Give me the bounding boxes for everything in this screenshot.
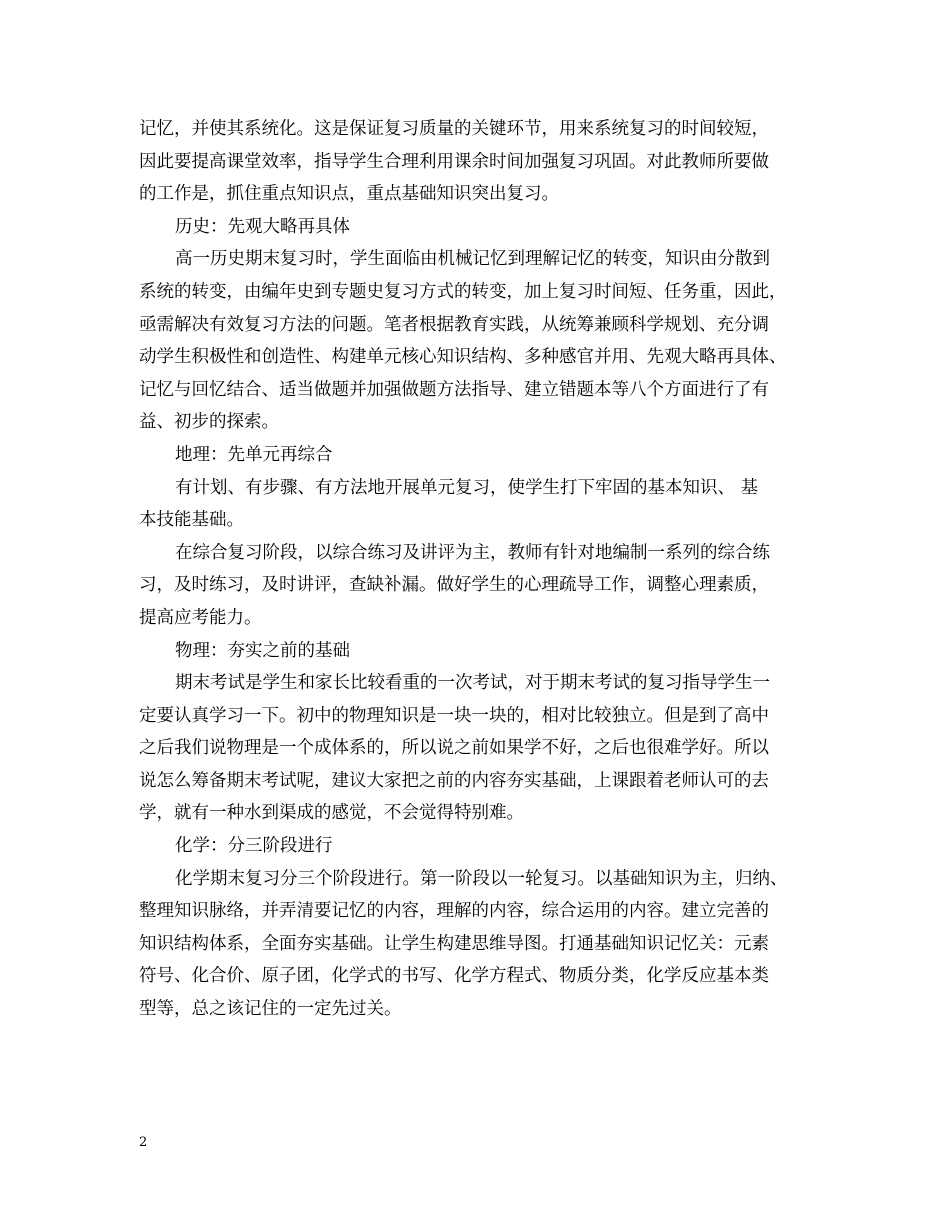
- text-line: 学，就有一种水到渠成的感觉，不会觉得特别难。: [139, 803, 524, 824]
- text-line: 化学：分三阶段进行: [175, 836, 333, 857]
- text-line: 符号、化合价、原子团，化学式的书写、化学方程式、物质分类，化学反应基本类: [139, 966, 769, 987]
- text-line: 益、初步的探索。: [139, 412, 279, 433]
- text-line: 说怎么筹备期末考试呢，建议大家把之前的内容夯实基础，上课跟着老师认可的去: [139, 770, 769, 791]
- text-line: 的工作是，抓住重点知识点，重点基础知识突出复习。: [139, 184, 559, 205]
- text-line: 高一历史期末复习时，学生面临由机械记忆到理解记忆的转变，知识由分散到: [175, 249, 770, 270]
- text-line: 记忆与回忆结合、适当做题并加强做题方法指导、建立错题本等八个方面进行了有: [139, 379, 769, 400]
- text-line: 动学生积极性和创造性、构建单元核心知识结构、多种感官并用、先观大略再具体、: [139, 347, 787, 368]
- text-line: 系统的转变，由编年史到专题史复习方式的转变，加上复习时间短、任务重，因此，: [139, 281, 787, 302]
- text-line: 化学期末复习分三个阶段进行。第一阶段以一轮复习。以基础知识为主，归纳、: [175, 868, 788, 889]
- text-line: 期末考试是学生和家长比较看重的一次考试，对于期末考试的复习指导学生一: [175, 673, 770, 694]
- text-line: 物理：夯实之前的基础: [175, 640, 350, 661]
- text-line: 因此要提高课堂效率，指导学生合理利用课余时间加强复习巩固。对此教师所要做: [139, 151, 769, 172]
- text-line: 历史：先观大略再具体: [175, 216, 350, 237]
- text-line: 型等，总之该记住的一定先过关。: [139, 999, 402, 1020]
- text-line: 习，及时练习，及时讲评，查缺补漏。做好学生的心理疏导工作，调整心理素质，: [139, 575, 769, 596]
- text-line: 整理知识脉络，并弄清要记忆的内容，理解的内容，综合运用的内容。建立完善的: [139, 901, 769, 922]
- text-line: 定要认真学习一下。初中的物理知识是一块一块的，相对比较独立。但是到了高中: [139, 705, 769, 726]
- text-line: 提高应考能力。: [139, 607, 262, 628]
- text-line: 地理：先单元再综合: [175, 444, 333, 465]
- text-line: 记忆，并使其系统化。这是保证复习质量的关键环节，用来系统复习的时间较短，: [139, 119, 769, 139]
- text-line: 有计划、有步骤、有方法地开展单元复习，使学生打下牢固的基本知识、 基: [175, 477, 759, 498]
- page-number: 2: [139, 1135, 148, 1150]
- text-line: 之后我们说物理是一个成体系的，所以说之前如果学不好，之后也很难学好。所以: [139, 738, 769, 759]
- text-line: 本技能基础。: [139, 510, 244, 531]
- body-text: [139, 113, 829, 1026]
- text-line: 亟需解决有效复习方法的问题。笔者根据教育实践，从统筹兼顾科学规划、充分调: [139, 314, 769, 335]
- text-line: 知识结构体系，全面夯实基础。让学生构建思维导图。打通基础知识记忆关：元素: [139, 933, 769, 954]
- text-line: 在综合复习阶段，以综合练习及讲评为主，教师有针对地编制一系列的综合练: [175, 542, 770, 563]
